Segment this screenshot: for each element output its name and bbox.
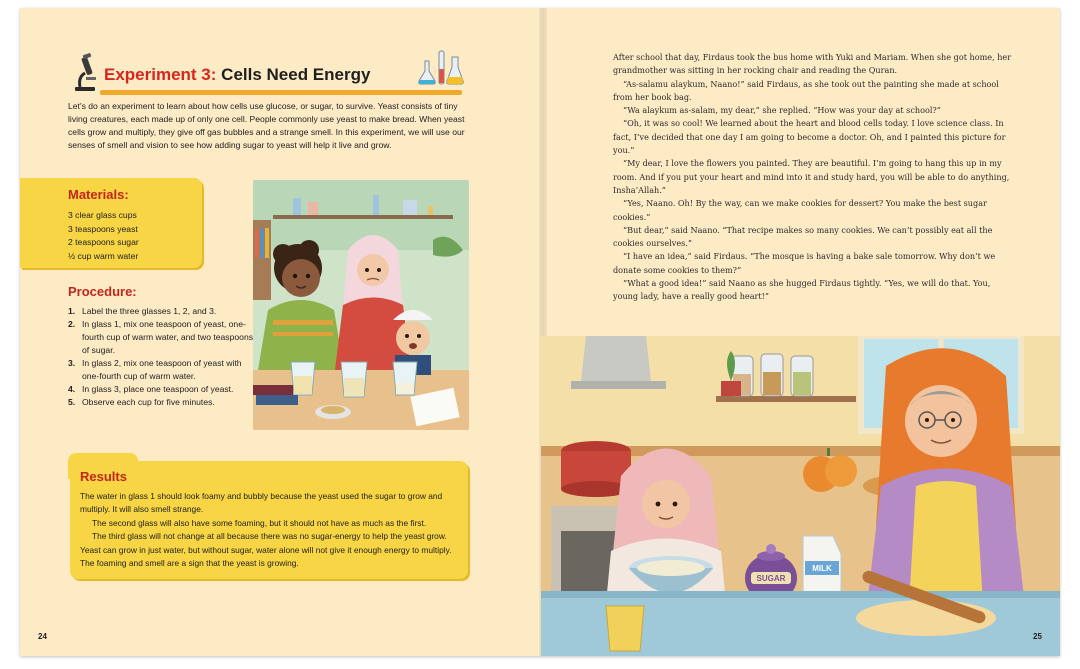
procedure-step (68, 357, 253, 383)
story-paragraph: “My dear, I love the flowers you painted. They are beautiful. I’m going to hang this up in my room. And if you put your heart and mind into it and study hard, you will be able to do anything, Insha’Allah.” (613, 158, 1010, 195)
story-paragraph: “Yes, Naano. Oh! By the way, can we make cookies for dessert? You make the best sugar cookies.” (613, 198, 987, 222)
results-text (80, 490, 462, 570)
procedure-step (68, 318, 253, 357)
step-number: 4. (68, 384, 76, 394)
title-rest: Cells Need Energy (216, 65, 371, 84)
materials-item: 3 clear glass cups (68, 210, 137, 220)
step-number: 3. (68, 358, 76, 368)
procedure-step (68, 305, 253, 318)
procedure-list (68, 305, 253, 409)
step-text: In glass 3, place one teaspoon of yeast. (82, 384, 234, 394)
story-paragraph: “As-salamu alaykum, Naano!” said Firdaus, as she took out the painting she made at school from her book bag. (613, 78, 999, 102)
procedure-heading: Procedure: (68, 284, 137, 299)
results-box (70, 461, 468, 579)
materials-item: 2 teaspoons sugar (68, 237, 139, 247)
story-text (613, 51, 1013, 304)
experiment-intro: Let's do an experiment to learn about how cells use glucose, or sugar, to survive. Yeast consists of tiny living creatures, each made up of only one cell. People commonly use yeast to make bread. When yeast cells grow and multiply, they give off gas bubbles and a strange smell. In this experiment, we will use our senses of smell and vision to see how adding sugar to yeast will help it live and grow. (68, 101, 465, 150)
results-paragraph: The third glass will not change at all because there was no sugar-energy to help the yeast grow. Yeast can grow in just water, but without sugar, water alone will not give it enough energy to multiply. The foaming and smell are a sign that the yeast is growing. (80, 531, 452, 569)
story-paragraph: After school that day, Firdaus took the bus home with Yuki and Mariam. When she got home, her grandmother was sitting in her rocking chair and reading the Quran. (613, 52, 1012, 76)
story-paragraph: “But dear,” said Naano. “That recipe makes so many cookies. We can’t possibly eat all the cookies ourselves.” (613, 224, 993, 249)
experiment-title-row (72, 53, 462, 103)
step-number: 1. (68, 306, 76, 316)
step-text: In glass 2, mix one teaspoon of yeast with one-fourth cup of warm water. (82, 358, 242, 381)
story-paragraph: “Wa alaykum as-salam, my dear,” she replied. “How was your day at school?” (623, 105, 941, 116)
book-spread (20, 8, 1060, 656)
materials-heading: Materials: (68, 187, 129, 202)
materials-item: 3 teaspoons yeast (68, 223, 138, 234)
story-paragraph: “What a good idea!” said Naano as she hugged Firdaus tightly. “Yes, we will do that. You, young lady, have a really good heart!” (613, 278, 991, 302)
microscope-icon (72, 53, 100, 93)
step-number: 2. (68, 319, 76, 329)
page-number-right: 25 (1033, 632, 1042, 641)
step-text: Observe each cup for five minutes. (82, 397, 215, 407)
results-paragraph: The second glass will also have some foaming, but it should not have as much as the first. (92, 517, 427, 528)
lab-flasks-icon (417, 47, 465, 85)
title-prefix: Experiment 3: (104, 65, 217, 84)
procedure-step (68, 383, 253, 396)
materials-item: ½ cup warm water (68, 250, 139, 261)
step-number: 5. (68, 397, 76, 407)
results-heading: Results (80, 469, 127, 484)
results-paragraph: The water in glass 1 should look foamy and bubbly because the yeast used the sugar to grow and multiply. It will also smell strange. (80, 491, 443, 515)
experiment-title (104, 65, 370, 85)
page-number-left: 24 (38, 632, 47, 641)
story-paragraph: “Oh, it was so cool! We learned about the heart and blood cells today. I love science class. In fact, I’ve decided that one day I am going to become a doctor. Oh, and I painted this picture for you.” (613, 118, 1006, 156)
experiment-illustration (253, 180, 469, 430)
sugar-jar-label: SUGAR (756, 574, 786, 583)
procedure-step (68, 396, 253, 409)
step-text: In glass 1, mix one teaspoon of yeast, one-fourth cup of warm water, and two teaspoons of sugar. (82, 319, 254, 355)
story-paragraph: “I have an idea,” said Firdaus. “The mosque is having a bake sale tomorrow. Why don’t we donate some cookies to them?” (613, 251, 996, 275)
milk-carton-label: MILK (812, 564, 832, 573)
materials-box (20, 178, 202, 268)
title-underline (100, 90, 462, 95)
step-text: Label the three glasses 1, 2, and 3. (82, 306, 217, 316)
kitchen-illustration (541, 336, 1060, 656)
materials-list (68, 209, 139, 263)
